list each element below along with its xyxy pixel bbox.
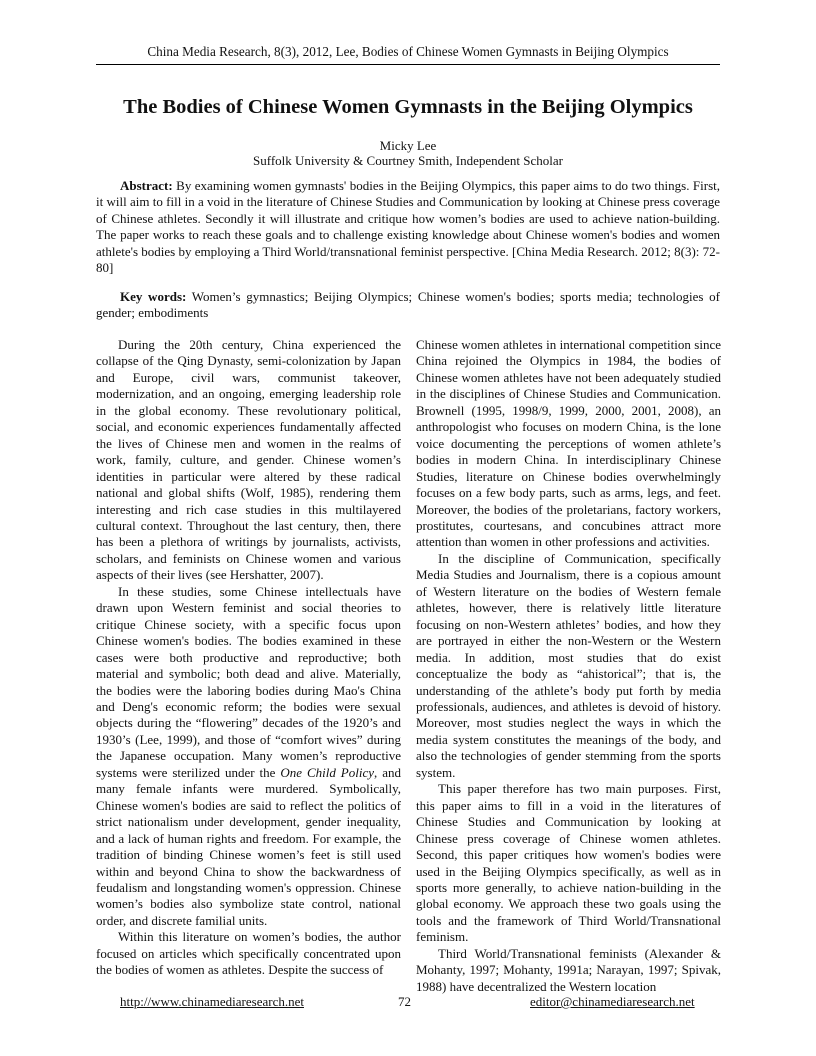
keywords-label: Key words: xyxy=(120,289,187,304)
body-paragraph: Within this literature on women’s bodies, the author focused on articles which specifically concentrated upon the bodies of women as athletes. Despite the success of xyxy=(96,929,401,978)
author-name: Micky Lee xyxy=(379,138,437,153)
author-affiliation: Suffolk University & Courtney Smith, Independent Scholar xyxy=(253,153,563,168)
body-paragraph: Third World/Transnational feminists (Alexander & Mohanty, 1997; Mohanty, 1991a; Narayan, 1997; Spivak, 1988) have decentralized the Western location xyxy=(416,945,721,994)
email-link[interactable]: editor@chinamediaresearch.net xyxy=(530,994,695,1009)
header-rule xyxy=(96,64,720,65)
right-column xyxy=(416,337,721,995)
body-paragraph xyxy=(96,584,401,930)
body-paragraph: This paper therefore has two main purposes. First, this paper aims to fill in a void in the literatures of Chinese Studies and Communication by looking at Chinese press coverage of Chinese women athletes. Second, this paper critiques how women's bodies were used in the Beijing Olympics specifically, as well as in sports more generally, to achieve nation-building in the global economy. We approach these two goals using the tools and the framework of Third World/Transnational feminism. xyxy=(416,781,721,945)
abstract-label: Abstract: xyxy=(120,178,173,193)
keywords-text: Women’s gymnastics; Beijing Olympics; Chinese women's bodies; sports media; technologies of gender; embodiments xyxy=(96,289,720,321)
paragraph-text: In these studies, some Chinese intellectuals have drawn upon Western feminist and social theories to critique Chinese society, with a specific focus upon Chinese women's bodies. The bodies examined in these cases were both productive and reproductive; both material and symbolic; both dead and alive. Materially, the bodies were the laboring bodies during Mao's China and Deng's economic reform; the bodies were sexual objects during the “flowering” decades of the 1920’s and 1930’s (Lee, 1999), and those of “comfort wives” during the Japanese occupation. Many women’s reproductive systems were sterilized under the xyxy=(96,583,401,780)
abstract xyxy=(96,178,720,276)
page-number: 72 xyxy=(398,994,411,1009)
body-paragraph: During the 20th century, China experienced the collapse of the Qing Dynasty, semi-colonization by Japan and Europe, civil wars, communist takeover, modernization, and an ongoing, emerging leadership role in the global economy. These revolutionary political, social, and economic experiences fundamentally affected the lives of Chinese men and women in the realms of work, family, culture, and gender. Chinese women’s identities in particular were altered by these radical national and global shifts (Wolf, 1985), rendering them interesting and rich case studies in this multilayered cultural context. Throughout the last century, then, there has been a plethora of writings by journalists, activists, scholars, and feminists on Chinese women and various aspects of their lives (see Hershatter, 2007). xyxy=(96,337,401,583)
body-paragraph-continued: Chinese women athletes in international competition since China rejoined the Olympics in 1984, the bodies of Chinese women athletes have not been adequately studied in the disciplines of Chinese Studies and Communication. Brownell (1995, 1998/9, 1999, 2000, 2001, 2008), an anthropologist who focuses on modern China, is the lone voice documenting the perceptions of women athlete’s bodies in modern China. In interdisciplinary Chinese Studies, literature on Chinese bodies overwhelmingly focuses on a few body parts, such as arms, legs, and feet. Moreover, the bodies of the proletarians, factory workers, prostitutes, courtesans, and concubines attract more attention than women in other professions and activities. xyxy=(416,337,721,550)
abstract-text: By examining women gymnasts' bodies in the Beijing Olympics, this paper aims to do two things. First, it will aim to fill in a void in the literature of Chinese Studies and Communication by looking at Chinese press coverage of Chinese athletes. Secondly it will illustrate and critique how women’s bodies are used to achieve nation-building. The paper works to reach these goals and to challenge existing knowledge about Chinese women's bodies and women athlete's bodies by employing a Third World/transnational feminist perspective. [China Media Research. 2012; 8(3): 72-80] xyxy=(96,178,720,276)
keywords xyxy=(96,289,720,322)
running-head: China Media Research, 8(3), 2012, Lee, Bodies of Chinese Women Gymnasts in Beijing Olympics xyxy=(147,44,669,59)
page-footer xyxy=(0,994,816,1012)
body-paragraph: In the discipline of Communication, specifically Media Studies and Journalism, there is a copious amount of Western literature on the bodies of Western female athletes, however, there is relatively little literature focusing on non-Western athletes’ bodies, and how they are portrayed in either the non-Western or the Western media. In addition, most studies that do exist conceptualize the body as “ahistorical”; that is, the understanding of the athlete’s body put forth by media professionals, audiences, and athletes is devoid of history. Moreover, most studies neglect the ways in which the media system constitutes the meanings of the body, and also the technologies of gender stemming from the sports system. xyxy=(416,550,721,780)
website-link[interactable]: http://www.chinamediaresearch.net xyxy=(120,994,304,1009)
paragraph-text: , and many female infants were murdered. Symbolically, Chinese women's bodies are said to reflect the politics of strict nationalism under development, gender inequality, and a lack of human rights and freedom. For example, the tradition of binding Chinese women’s feet is still used within and beyond China to show the backwardness of feudalism and longstanding women's oppression. Chinese women’s bodies also symbolize state control, national order, and discrete familial units. xyxy=(96,764,401,928)
policy-name-italic: One Child Policy xyxy=(280,764,375,780)
article-title: The Bodies of Chinese Women Gymnasts in the Beijing Olympics xyxy=(123,96,693,118)
left-column xyxy=(96,337,401,979)
